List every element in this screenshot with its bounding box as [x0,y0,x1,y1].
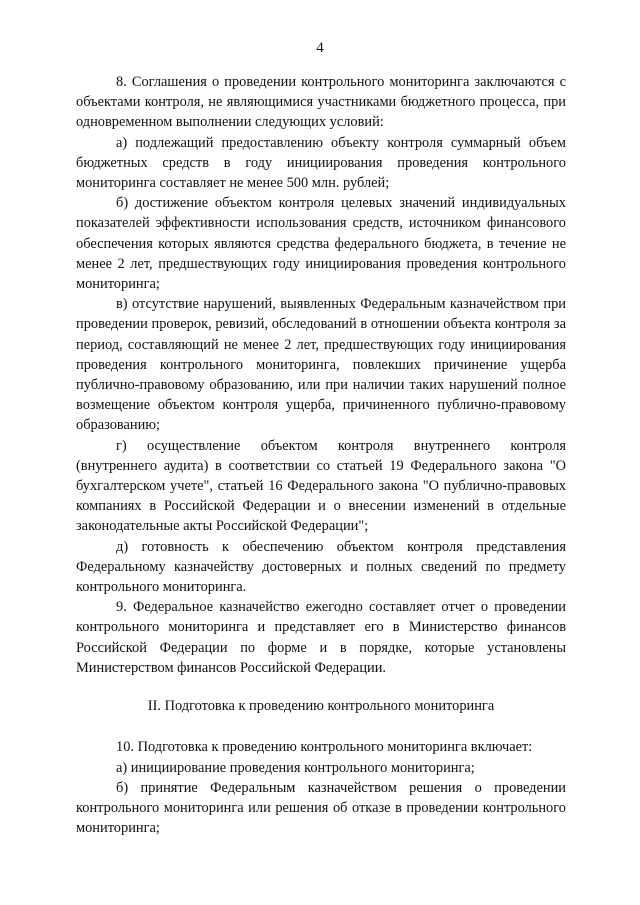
paragraph-8b: б) достижение объектом контроля целевых значений индивидуальных показателей эффективности использования средств, источником финансового обеспечения которых являются средства федерального бюджета, в течение не менее 2 лет, предшествующих году инициирования проведения контрольного мониторинга; [76,195,566,293]
paragraph-8a: а) подлежащий предоставлению объекту контроля суммарный объем бюджетных средств в году инициирования проведения контрольного мониторинга составляет не менее 500 млн. рублей; [76,134,566,192]
paragraph-8d: г) осуществление объектом контроля внутреннего контроля (внутреннего аудита) в соответствии со статьей 19 Федерального закона "О бухгалтерском учете", статьей 16 Федерального закона "О публично-правовых компаниях в Российской Федерации и о внесении изменений в отдельные законодательные акты Российской Федерации"; [76,437,566,535]
paragraph-9: 9. Федеральное казначейство ежегодно составляет отчет о проведении контрольного мониторинга и представляет его в Министерство финансов Российской Федерации по форме и в порядке, которые установлены Министерством финансов Российской Федерации. [76,599,566,676]
paragraph-8: 8. Соглашения о проведении контрольного мониторинга заключаются с объектами контроля, не являющимися участниками бюджетного процесса, при одновременном выполнении следующих условий: [76,74,566,131]
document-body [76,72,566,838]
paragraph-10: 10. Подготовка к проведению контрольного мониторинга включает: [116,739,533,756]
paragraph-8e: д) готовность к обеспечению объектом контроля представления Федеральному казначейству достоверных и полных сведений по предмету контрольного мониторинга. [76,538,566,596]
paragraph-8c: в) отсутствие нарушений, выявленных Федеральным казначейством при проведении проверок, ревизий, обследований в отношении объекта контроля за период, составляющий не менее 2 лет, предшествующих году инициирования проведения контрольного мониторинга, повлекших причинение ущерба публично-правовому образованию, или при наличии таких нарушений полное возмещение объектом контроля ущерба, причиненного публично-правовому образованию; [76,296,566,434]
page-number: 4 [316,40,324,56]
section-heading: II. Подготовка к проведению контрольного мониторинга [147,698,495,715]
paragraph-10b: б) принятие Федеральным казначейством решения о проведении контрольного мониторинга или решения об отказе в проведении контрольного мониторинга; [76,779,566,837]
paragraph-10a: а) инициирование проведения контрольного мониторинга; [116,759,475,776]
